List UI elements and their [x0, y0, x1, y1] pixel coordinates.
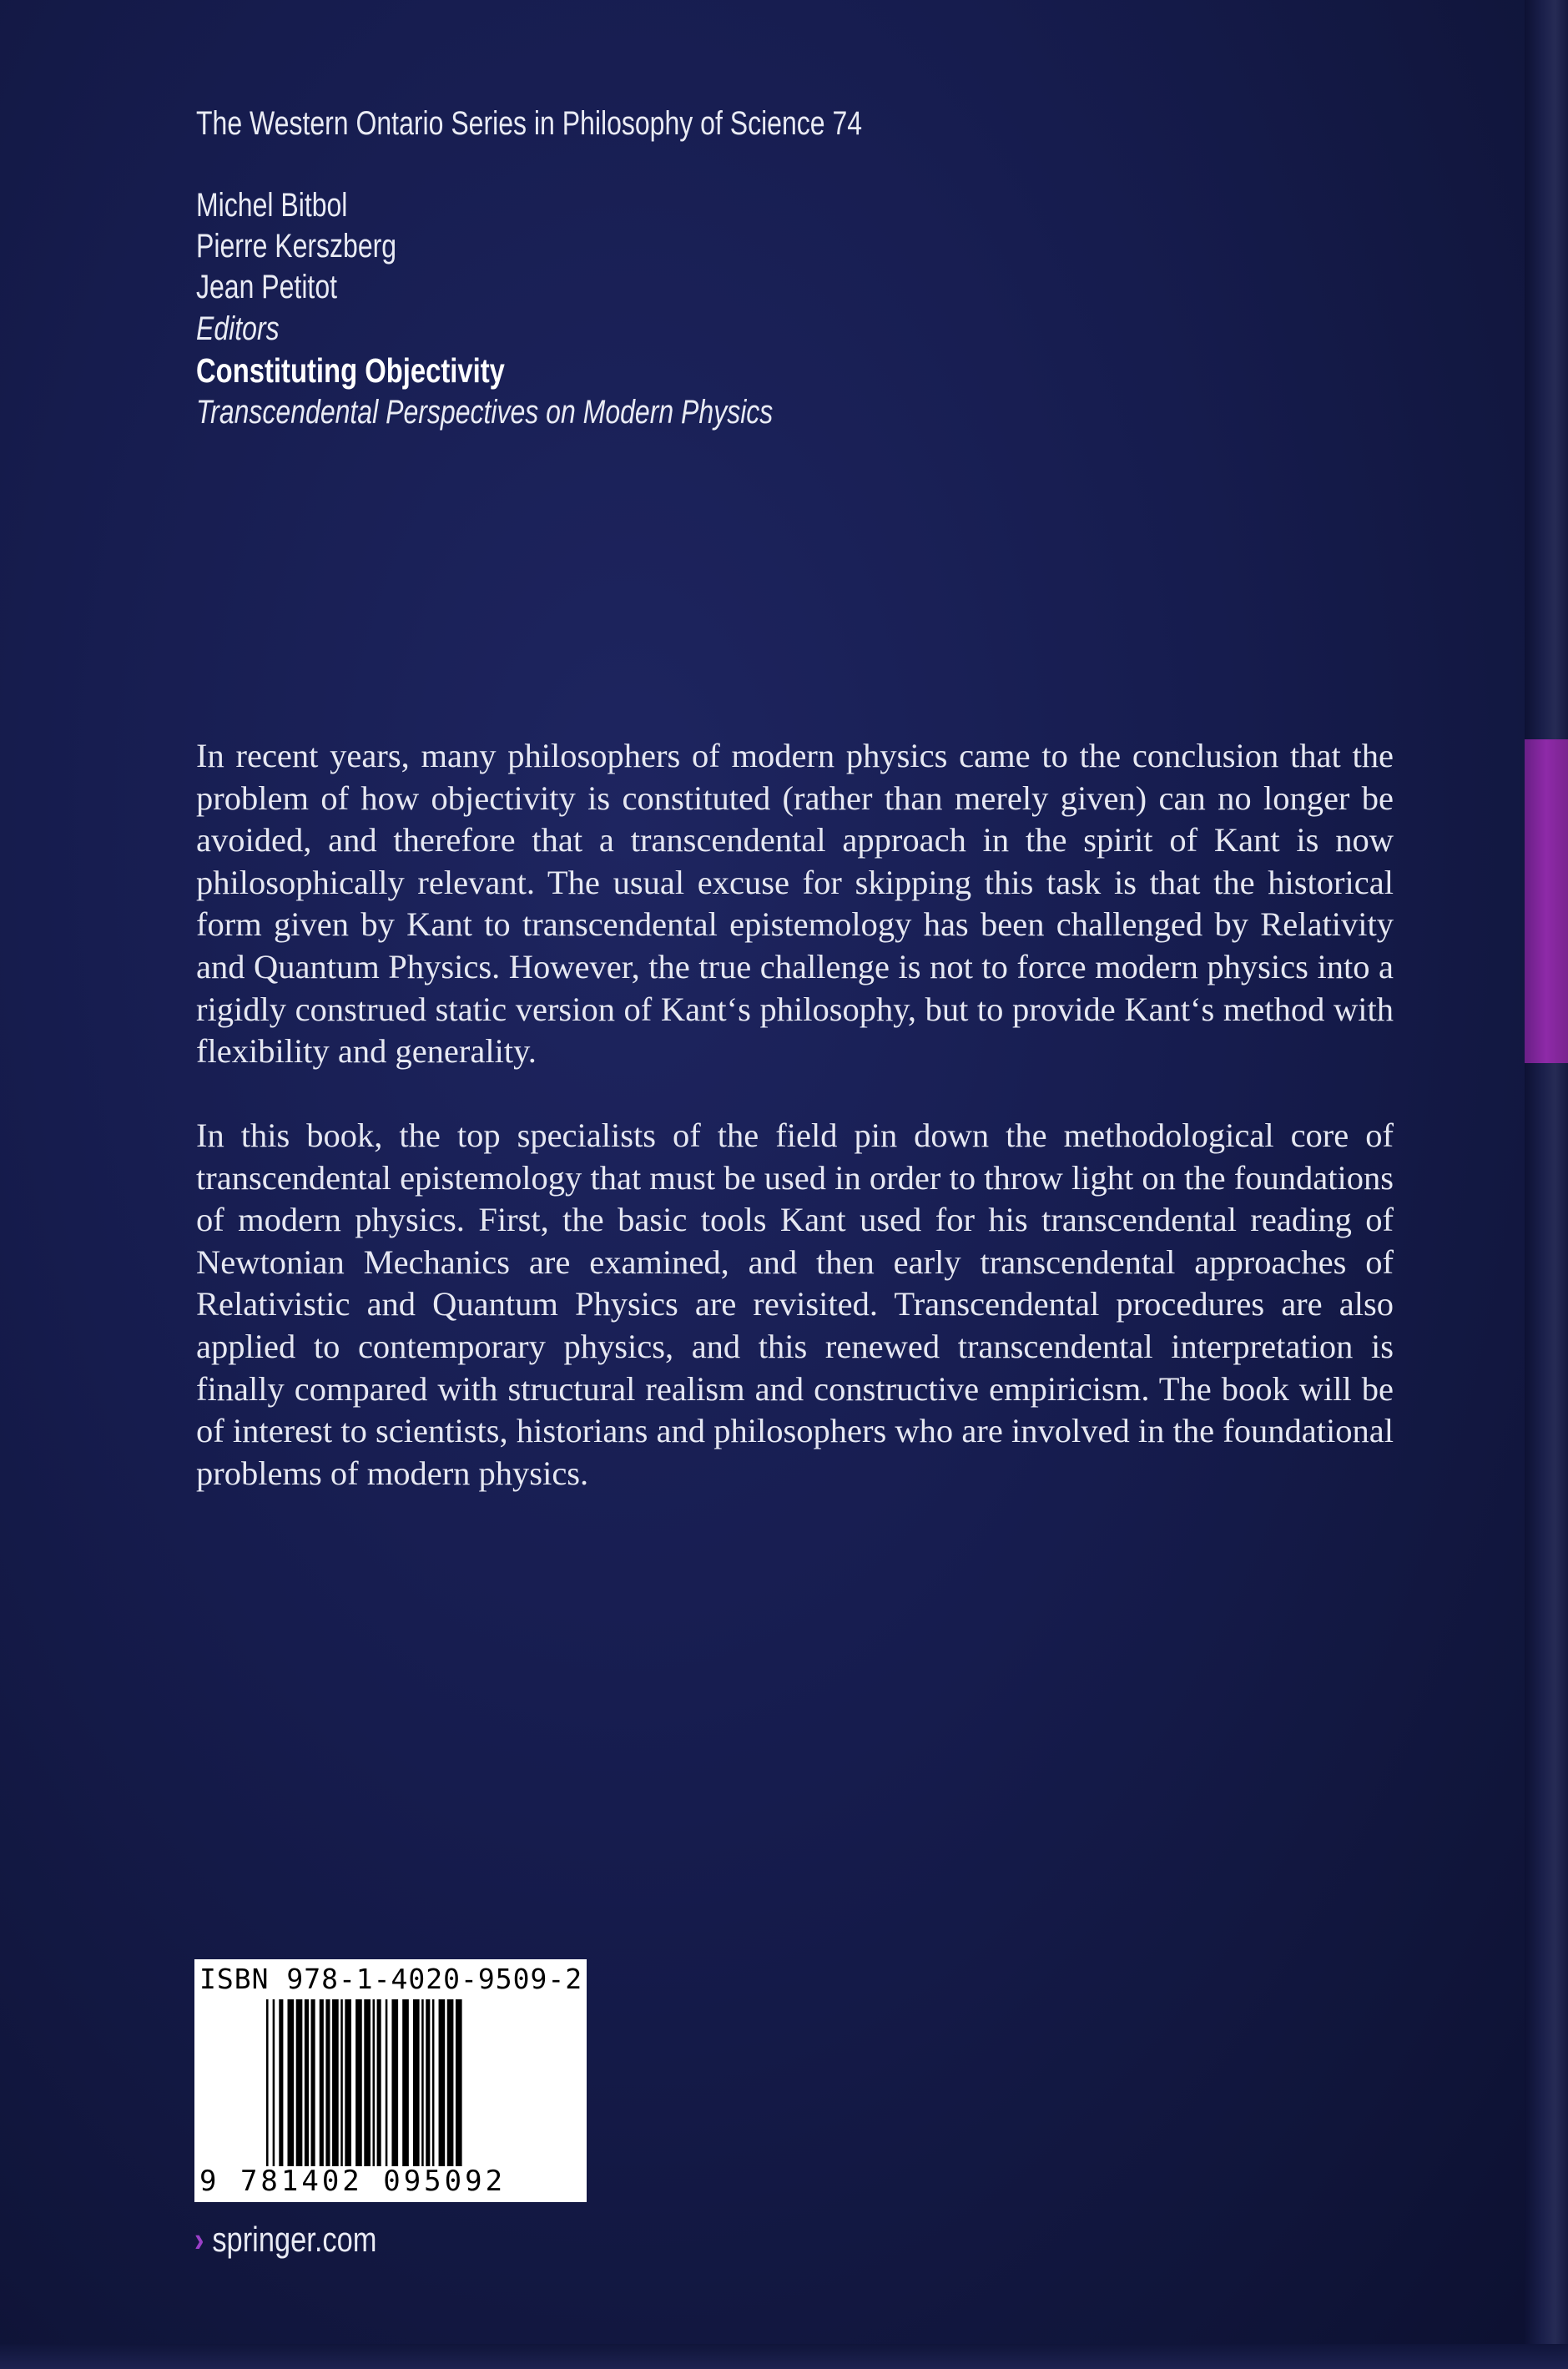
publisher-url: springer.com: [212, 2220, 377, 2259]
barcode-bar: [432, 1999, 435, 2166]
editor-name: Pierre Kerszberg: [196, 228, 397, 265]
series-title: The Western Ontario Series in Philosophy of Science 74: [196, 105, 863, 142]
barcode-bars: [266, 1999, 517, 2166]
barcode-bar: [364, 1999, 371, 2166]
barcode-bar: [426, 1999, 430, 2166]
chevron-right-icon: ›: [194, 2220, 204, 2259]
book-subtitle: Transcendental Perspectives on Modern Physics: [196, 394, 774, 431]
editor-name: Michel Bitbol: [196, 187, 348, 224]
isbn-barcode: [194, 1959, 587, 2202]
editors-label: Editors: [196, 310, 280, 347]
blurb-paragraph: In recent years, many philosophers of modern physics came to the conclusion that the problem of how objectivity is constituted (rather than merely given) can no longer be avoided, and therefore that a transcendental approach in the spirit of Kant is now philosophically relevant. The usual excuse for skipping this task is that the historical form given by Kant to transcendental epistemology has been challenged by Relativity and Quantum Physics. However, the true challenge is not to force modern physics into a rigidly construed static version of Kant‘s philosophy, but to provide Kant‘s method with flexibility and generality.: [196, 737, 1394, 1071]
ean-digits: 9 781402 095092: [199, 2165, 507, 2198]
barcode-bar: [332, 1999, 339, 2166]
barcode-bar: [391, 1999, 398, 2166]
barcode-bar: [421, 1999, 424, 2166]
barcode-bar: [296, 1999, 303, 2166]
publisher-link[interactable]: [194, 2220, 376, 2260]
barcode-bar: [402, 1999, 409, 2166]
barcode-bar: [447, 1999, 454, 2166]
spine-edge: [1525, 0, 1568, 2369]
barcode-bar: [340, 1999, 343, 2166]
barcode-bar: [373, 1999, 376, 2166]
barcode-bar: [439, 1999, 446, 2166]
barcode-bar: [456, 1999, 462, 2166]
book-title: Constituting Objectivity: [196, 351, 505, 390]
barcode-bar: [305, 1999, 309, 2166]
barcode-bar: [325, 1999, 330, 2166]
bottom-edge: [0, 2344, 1568, 2369]
barcode-bar: [279, 1999, 283, 2166]
barcode-bar: [345, 1999, 351, 2166]
blurb-paragraph: In this book, the top specialists of the field pin down the methodological core of transcendental epistemology that must be used in order to throw light on the foundations of modern physics. First, the basic tools Kant used for his transcendental reading of Newtonian Mechanics are examined, and then early transcendental approaches of Relativistic and Quantum Physics are revisited. Transcendental procedures are also applied to contemporary physics, and this renewed transcendental interpretation is finally compared with structural realism and constructive empiricism. The book will be of interest to scientists, historians and philosophers who are involved in the foundational problems of modern physics.: [196, 1116, 1394, 1492]
barcode-bar: [266, 1999, 269, 2166]
barcode-bar: [413, 1999, 420, 2166]
barcode-bar: [386, 1999, 388, 2166]
barcode-bar: [377, 1999, 381, 2166]
color-tab: [1525, 739, 1568, 1063]
isbn-text: ISBN 978-1-4020-9509-2: [199, 1963, 583, 1995]
barcode-bar: [288, 1999, 295, 2166]
barcode-bar: [320, 1999, 324, 2166]
barcode-bar: [311, 1999, 315, 2166]
barcode-bar: [273, 1999, 275, 2166]
editor-name: Jean Petitot: [196, 269, 337, 305]
barcode-bar: [355, 1999, 362, 2166]
